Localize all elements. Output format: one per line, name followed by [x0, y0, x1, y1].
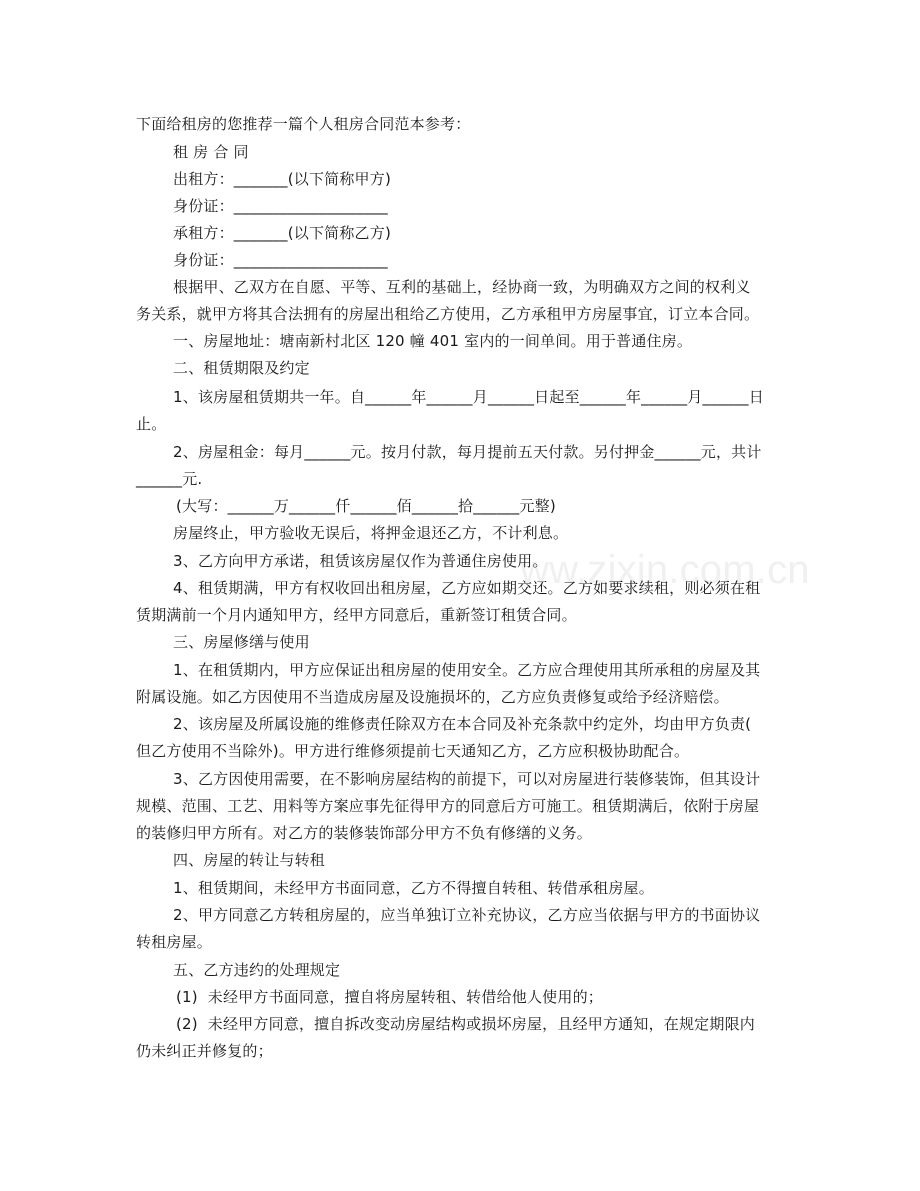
clause-3-1-line-2: 附属设施。如乙方因使用不当造成房屋及设施损坏的，乙方应负责修复或给予经济赔偿。 [136, 688, 729, 706]
intro-line: 下面给租房的您推荐一篇个人租房合同范本参考： [136, 115, 471, 133]
watermark: ww.zixin.com.cn [520, 548, 810, 592]
clause-4-2-line-1: 2、甲方同意乙方转租房屋的，应当单独订立补充协议，乙方应当依据与甲方的书面协议 [173, 906, 761, 924]
clause-3-1-line-1: 1、在租赁期内，甲方应保证出租房屋的使用安全。乙方应合理使用其所承租的房屋及其 [173, 661, 761, 679]
section-1-address: 一、房屋地址：塘南新村北区 120 幢 401 室内的一间单间。用于普通住房。 [173, 332, 693, 350]
lessee-field: 承租方：_______(以下简称乙方) [173, 224, 392, 242]
clause-3-3-line-2: 规模、范围、工艺、用料等方案应事先征得甲方的同意后方可施工。租赁期满后，依附于房屋 [136, 797, 760, 815]
clause-2-1-line-1: 1、该房屋租赁期共一年。自______年______月______日起至______年______月______日 [173, 388, 764, 406]
clause-3-3-line-3: 的装修归甲方所有。对乙方的装修装饰部分甲方不负有修缮的义务。 [136, 824, 593, 842]
lessor-id-field: 身份证：____________________ [173, 197, 388, 215]
clause-5-2-line-2: 仍未纠正并修复的； [136, 1042, 273, 1060]
section-2-heading: 二、租赁期限及约定 [173, 359, 310, 377]
clause-2-4-line-2: 赁期满前一个月内通知甲方，经甲方同意后，重新签订租赁合同。 [136, 606, 577, 624]
section-4-heading: 四、房屋的转让与转租 [173, 851, 326, 869]
contract-title: 租 房 合 同 [173, 143, 249, 161]
clause-3-2-line-2: 但乙方使用不当除外)。甲方进行维修须提前七天通知乙方，乙方应积极协助配合。 [136, 742, 690, 760]
clause-2-4-line-1: 4、租赁期满，甲方有权收回出租房屋，乙方应如期交还。乙方如要求续租，则必须在租 [173, 579, 761, 597]
clause-2-2-line-1: 2、房屋租金：每月______元。按月付款，每月提前五天付款。另付押金______元，共计 [173, 443, 762, 461]
lessee-id-field: 身份证：____________________ [173, 251, 388, 269]
deposit-return-line: 房屋终止，甲方验收无误后，将押金退还乙方，不计利息。 [173, 524, 569, 542]
clause-2-1-line-2: 止。 [136, 415, 167, 433]
lessor-field: 出租方：_______(以下简称甲方) [173, 170, 392, 188]
amount-in-words: (大写：______万______仟______佰______拾______元整) [176, 497, 556, 515]
preamble-line-2: 务关系，就甲方将其合法拥有的房屋出租给乙方使用，乙方承租甲方房屋事宜，订立本合同。 [136, 305, 760, 323]
section-3-heading: 三、房屋修缮与使用 [173, 633, 310, 651]
clause-5-2-line-1: (2) 未经甲方同意，擅自拆改变动房屋结构或损坏房屋，且经甲方通知，在规定期限内 [176, 1015, 755, 1033]
clause-3-3-line-1: 3、乙方因使用需要，在不影响房屋结构的前提下，可以对房屋进行装修装饰，但其设计 [173, 770, 761, 788]
clause-5-1: (1) 未经甲方书面同意，擅自将房屋转租、转借给他人使用的； [176, 988, 603, 1006]
clause-4-1: 1、租赁期间，未经甲方书面同意，乙方不得擅自转租、转借承租房屋。 [173, 879, 654, 897]
preamble-line-1: 根据甲、乙双方在自愿、平等、互利的基础上，经协商一致，为明确双方之间的权利义 [173, 278, 751, 296]
clause-2-2-line-2: ______元. [136, 470, 203, 488]
clause-3-2-line-1: 2、该房屋及所属设施的维修责任除双方在本合同及补充条款中约定外，均由甲方负责( [173, 715, 752, 733]
clause-4-2-line-2: 转租房屋。 [136, 933, 213, 951]
section-5-heading: 五、乙方违约的处理规定 [173, 961, 341, 979]
clause-2-3: 3、乙方向甲方承诺，租赁该房屋仅作为普通住房使用。 [173, 552, 548, 570]
